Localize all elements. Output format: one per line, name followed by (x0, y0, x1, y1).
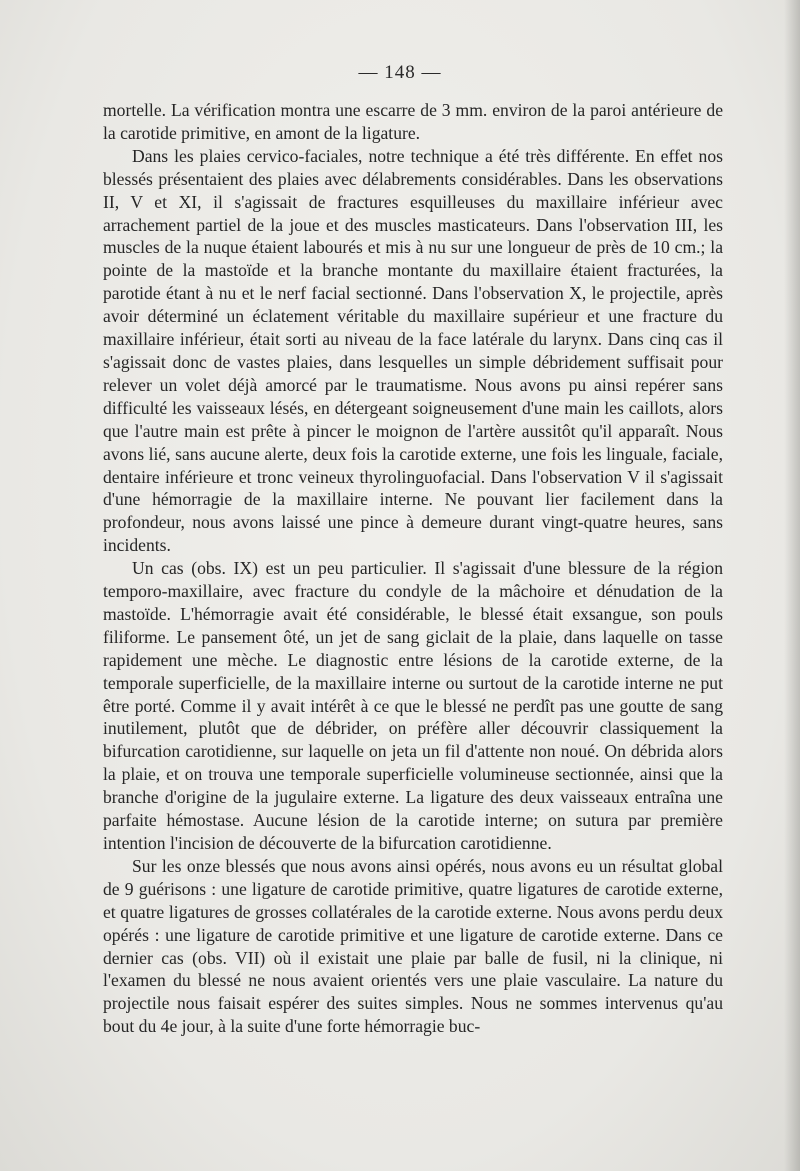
paragraph-cervico-facial: Dans les plaies cervico-faciales, notre technique a été très différente. En effet nos blessés présentaient des plaies avec délabrements considérables. Dans les observations II, V et XI, il s'agissait de fractures esquilleuses du maxillaire inférieur avec arrachement partiel de la joue et des muscles masticateurs. Dans l'observation III, les muscles de la nuque étaient labourés et mis à nu sur une longueur de près de 10 cm.; la pointe de la mastoïde et la branche montante du maxillaire étaient fracturées, la parotide étant à nu et le nerf facial sectionné. Dans l'observation X, le projectile, après avoir déterminé un éclatement véritable du maxillaire supérieur et une fracture du maxillaire inférieur, était sorti au niveau de la face latérale du larynx. Dans cinq cas il s'agissait donc de vastes plaies, dans lesquelles un simple débridement suffisait pour relever un volet déjà amorcé par le traumatisme. Nous avons pu ainsi repérer sans difficulté les vaisseaux lésés, en détergeant soigneusement d'une main les caillots, alors que l'autre main est prête à pincer le moignon de l'artère aussitôt qu'il apparaît. Nous avons lié, sans aucune alerte, deux fois la carotide externe, une fois les linguale, faciale, dentaire inférieure et tronc veineux thyrolinguofacial. Dans l'observation V il s'agissait d'une hémorragie de la maxillaire interne. Ne pouvant lier facilement dans la profondeur, nous avons laissé une pince à demeure durant vingt-quatre heures, sans incidents. (103, 145, 723, 556)
paragraph-continuation: mortelle. La vérification montra une escarre de 3 mm. environ de la paroi antérieure de la carotide primitive, en amont de la ligature. (103, 100, 723, 143)
paragraph-results: Sur les onze blessés que nous avons ainsi opérés, nous avons eu un résultat global de 9 guérisons : une ligature de carotide primitive, quatre ligatures de carotide externe, et quatre ligatures de grosses collatérales de la carotide externe. Nous avons perdu deux opérés : une ligature de carotide primitive et une ligature de carotide externe. Dans ce dernier cas (obs. VII) où il existait une plaie par balle de fusil, ni la clinique, ni l'examen du blessé ne nous avaient orientés vers une plaie vasculaire. La nature du projectile nous faisait espérer des suites simples. Nous ne sommes intervenus qu'au bout du 4e jour, à la suite d'une forte hémorragie buc- (103, 855, 723, 1037)
paragraph-obs-ix: Un cas (obs. IX) est un peu particulier. Il s'agissait d'une blessure de la région temporo-maxillaire, avec fracture du condyle de la mâchoire et dénudation de la mastoïde. L'hémorragie avait été considérable, le blessé était exsangue, son pouls filiforme. Le pansement ôté, un jet de sang giclait de la plaie, dans laquelle on tasse rapidement une mèche. Le diagnostic entre lésions de la carotide externe, de la temporale superficielle, de la maxillaire interne ou surtout de la carotide interne ne put être porté. Comme il y avait intérêt à ce que le blessé ne perdît pas une goutte de sang inutilement, plutôt que de débrider, on préfère aller découvrir classiquement la bifurcation carotidienne, sur laquelle on jeta un fil d'attente non noué. On débrida alors la plaie, et on trouva une temporale superficielle volumineuse sectionnée, ainsi que la branche d'origine de la jugulaire externe. La ligature des deux vaisseaux entraîna une parfaite hémostase. Aucune lésion de la carotide interne; on sutura par première intention l'incision de découverte de la bifurcation carotidienne. (103, 558, 723, 853)
page-edge-shadow (784, 0, 800, 1171)
page-number: — 148 — (358, 62, 442, 83)
body-text (103, 99, 723, 1038)
